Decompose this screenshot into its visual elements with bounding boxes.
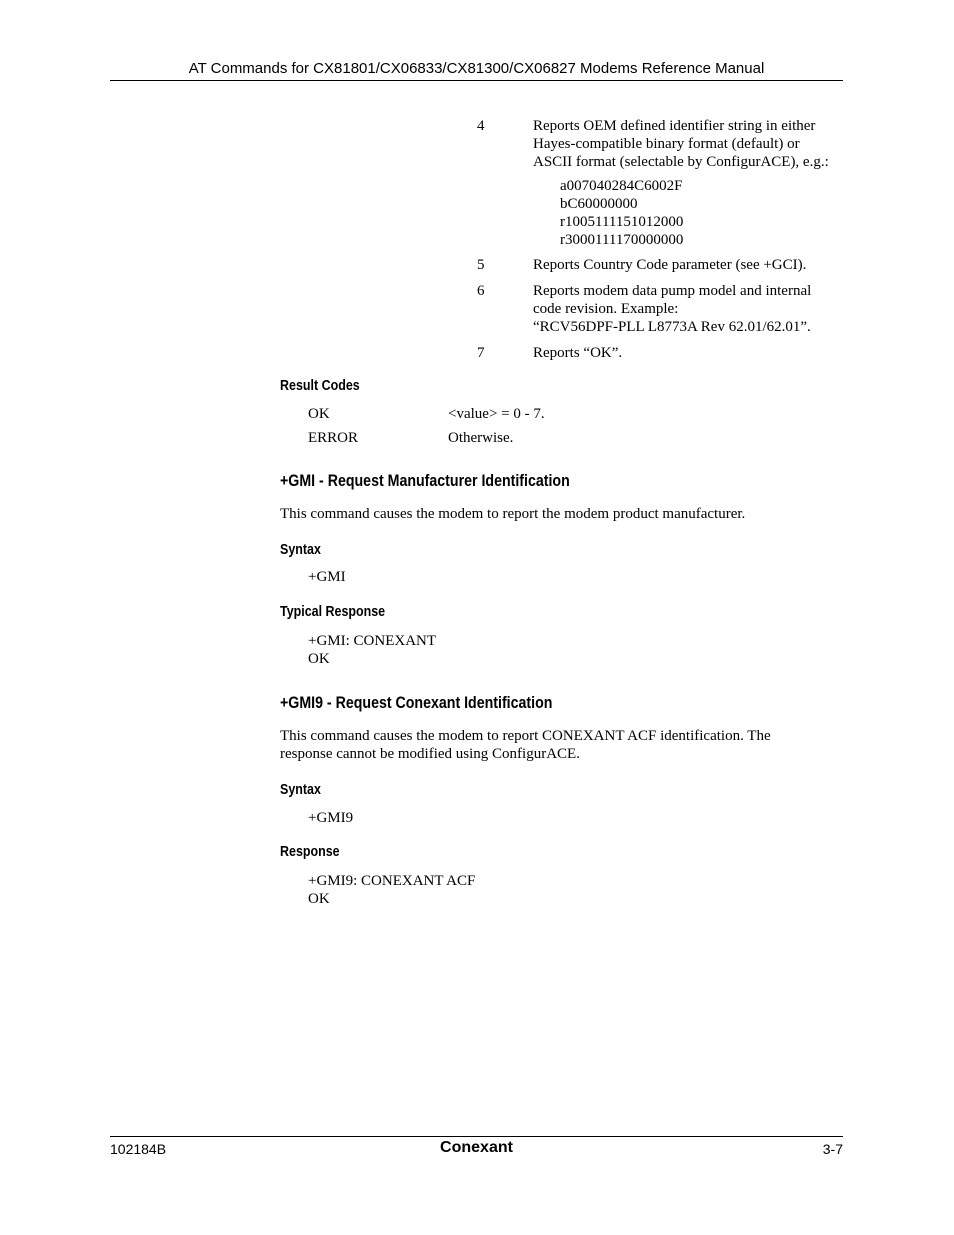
gmi9-section-heading: +GMI9 - Request Conexant Identification [280,694,553,712]
example-string: r3000111170000000 [560,232,684,248]
footer-rule [110,1136,843,1137]
result-code: OK [308,406,330,422]
example-string: bC60000000 [560,196,638,212]
result-code: ERROR [308,430,359,446]
gmi9-response-heading: Response [280,844,340,860]
gmi9-description-line: This command causes the modem to report CONEXANT ACF identification. The [280,728,771,744]
value-description-line: Reports “OK”. [533,345,623,361]
footer-page-number: 3-7 [822,1141,843,1157]
gmi-section-heading: +GMI - Request Manufacturer Identification [280,472,570,490]
result-codes-heading: Result Codes [280,378,360,394]
value-description-line: Reports modem data pump model and internal [533,283,812,299]
value-number: 7 [477,345,485,361]
value-number: 5 [477,257,485,273]
gmi-description: This command causes the modem to report the modem product manufacturer. [280,506,746,522]
gmi9-description-line: response cannot be modified using ConfigurACE. [280,746,580,762]
footer-doc-number: 102184B [110,1141,167,1157]
gmi-response-line: +GMI: CONEXANT [308,633,437,649]
gmi9-syntax-heading: Syntax [280,782,321,798]
value-description-line: ASCII format (selectable by ConfigurACE), e.g.: [533,154,829,170]
result-code-meaning: <value> = 0 - 7. [448,406,545,422]
gmi9-syntax: +GMI9 [308,810,354,826]
value-description-line: Reports Country Code parameter (see +GCI). [533,257,807,273]
value-description-line: code revision. Example: [533,301,679,317]
footer-company: Conexant [440,1139,513,1156]
value-description-line: Reports OEM defined identifier string in either [533,118,816,134]
value-number: 4 [477,118,485,134]
gmi-response-line: OK [308,651,330,667]
value-description-line: Hayes-compatible binary format (default) or [533,136,800,152]
running-header: AT Commands for CX81801/CX06833/CX81300/CX06827 Modems Reference Manual [188,60,765,77]
gmi-syntax-heading: Syntax [280,542,321,558]
gmi9-response-line: OK [308,891,330,907]
result-code-meaning: Otherwise. [448,430,514,446]
header-rule [110,80,843,81]
example-string: a007040284C6002F [560,178,683,194]
value-description-line: “RCV56DPF-PLL L8773A Rev 62.01/62.01”. [533,319,811,335]
gmi-response-heading: Typical Response [280,604,386,620]
gmi9-response-line: +GMI9: CONEXANT ACF [308,873,476,889]
gmi-syntax: +GMI [308,569,346,585]
value-number: 6 [477,283,485,299]
example-string: r1005111151012000 [560,214,684,230]
